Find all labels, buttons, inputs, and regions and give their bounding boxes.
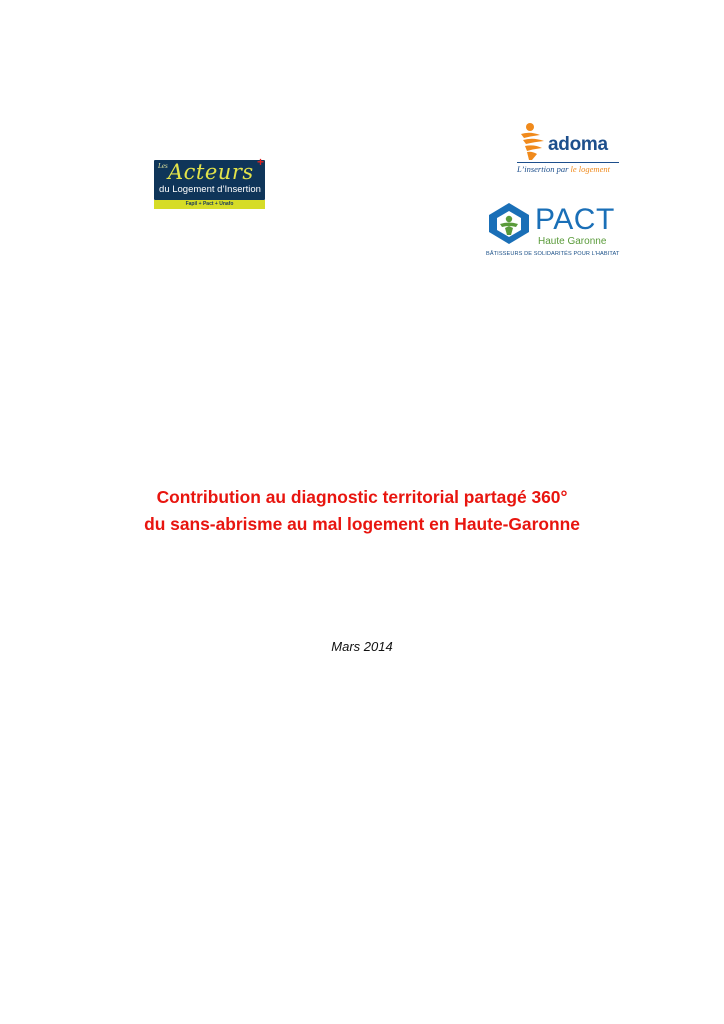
document-title <box>0 484 724 538</box>
acteurs-logo-plus-icon: + <box>257 155 265 169</box>
adoma-divider <box>517 162 619 163</box>
adoma-tagline-part2: le logement <box>570 164 610 174</box>
pact-baseline: BÂTISSEURS DE SOLIDARITÉS POUR L’HABITAT <box>486 251 620 257</box>
adoma-tagline <box>517 164 610 174</box>
pact-house-icon <box>488 202 530 246</box>
document-title-line-1: Contribution au diagnostic territorial partagé 360° <box>156 487 568 507</box>
acteurs-logo-subtitle: du Logement d’Insertion <box>159 184 261 195</box>
pact-logo <box>486 200 636 262</box>
adoma-figure-icon <box>518 122 552 162</box>
acteurs-logo-members: Fapil + Pact + Unafo <box>185 201 234 207</box>
adoma-logo <box>514 120 624 176</box>
pact-wordmark: PACT <box>535 203 615 236</box>
acteurs-logo-wordmark: Acteurs <box>168 160 254 184</box>
pact-subtitle: Haute Garonne <box>538 236 607 247</box>
acteurs-logo-les: Les <box>158 162 168 170</box>
document-title-line-2: du sans-abrisme au mal logement en Haute-Garonne <box>144 514 580 534</box>
adoma-wordmark: adoma <box>548 134 608 155</box>
acteurs-logo-panel <box>154 160 265 200</box>
acteurs-logo <box>154 155 265 210</box>
document-date: Mars 2014 <box>331 639 393 654</box>
adoma-tagline-part1: L’insertion par <box>517 164 571 174</box>
